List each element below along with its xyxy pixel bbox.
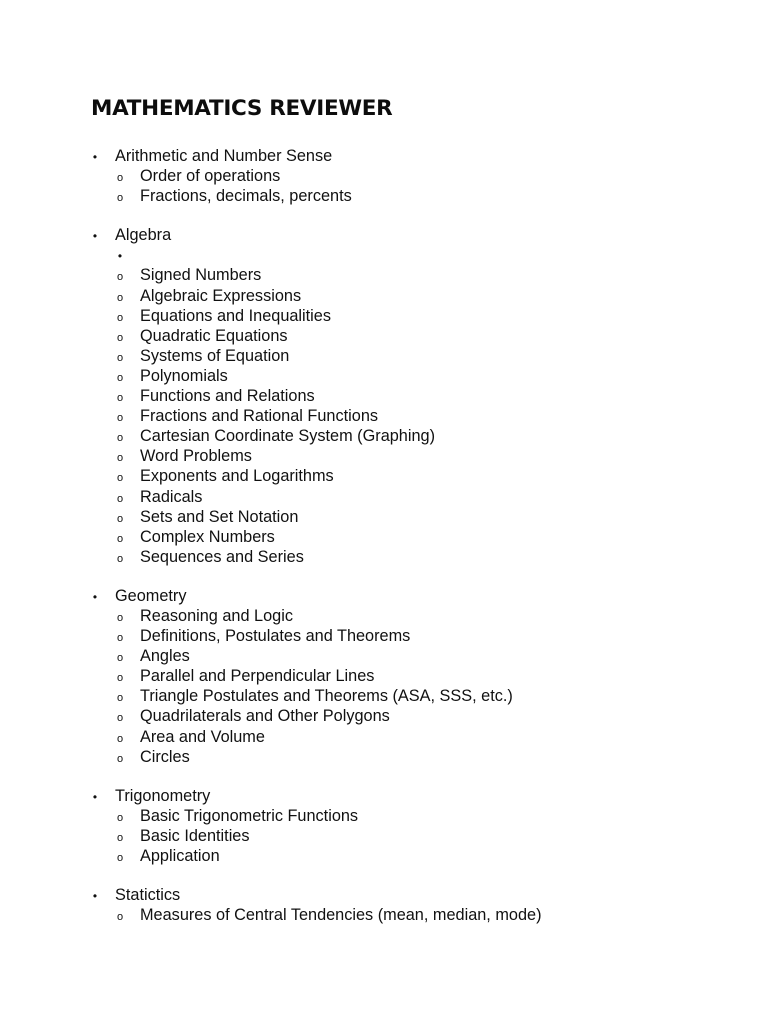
document-title: MATHEMATICS REVIEWER	[91, 96, 393, 121]
subtopic-item	[0, 905, 768, 925]
circle-bullet-icon: o	[116, 432, 124, 445]
subtopic-label: Complex Numbers	[140, 527, 275, 546]
subtopic-label: Order of operations	[140, 167, 281, 186]
subtopic-label: Sequences and Series	[140, 547, 304, 566]
subtopic-item	[0, 806, 768, 826]
topic-heading-row	[0, 885, 768, 905]
subtopic-label: Fractions, decimals, percents	[140, 187, 352, 206]
subtopic-item	[0, 666, 768, 686]
subtopic-label: Basic Identities	[140, 826, 250, 845]
subtopic-label: Polynomials	[140, 366, 228, 385]
circle-bullet-icon: o	[116, 712, 124, 725]
subtopic-item	[0, 186, 768, 206]
circle-bullet-icon: o	[116, 611, 124, 624]
bullet-icon: •	[92, 229, 98, 244]
subtopic-label: Algebraic Expressions	[140, 286, 302, 305]
bullet-icon: •	[92, 889, 98, 904]
topic-section	[0, 586, 768, 767]
subtopic-item	[0, 326, 768, 346]
subtopic-item	[0, 446, 768, 466]
topic-section	[0, 146, 768, 206]
topic-section	[0, 885, 768, 925]
subtopic-item	[0, 527, 768, 547]
subtopic-item	[0, 406, 768, 426]
topic-heading: Arithmetic and Number Sense	[115, 147, 333, 165]
circle-bullet-icon: o	[116, 852, 124, 864]
circle-bullet-icon: o	[116, 392, 124, 405]
circle-bullet-icon: o	[116, 331, 124, 344]
circle-bullet-icon: o	[116, 512, 124, 525]
bullet-icon: •	[92, 789, 98, 804]
circle-bullet-icon: o	[116, 291, 124, 304]
subtopic-item	[0, 166, 768, 186]
subtopic-item	[0, 426, 768, 446]
bullet-icon: •	[92, 589, 98, 604]
subtopic-label: Exponents and Logarithms	[140, 467, 334, 486]
subtopic-item	[0, 727, 768, 747]
circle-bullet-icon: o	[116, 271, 124, 284]
subtopic-label: Quadratic Equations	[140, 326, 288, 345]
subtopic-item	[0, 826, 768, 846]
topic-heading: Algebra	[115, 226, 172, 245]
circle-bullet-icon: o	[116, 911, 124, 924]
circle-bullet-icon: o	[116, 371, 124, 384]
subtopic-item	[0, 286, 768, 306]
subtopic-label: Measures of Central Tendencies (mean, median, mode)	[140, 906, 542, 925]
circle-bullet-icon: o	[116, 632, 124, 645]
circle-bullet-icon: o	[116, 732, 124, 745]
topic-list	[0, 146, 768, 944]
subtopic-item	[0, 747, 768, 767]
circle-bullet-icon: o	[116, 532, 124, 545]
topic-section	[0, 786, 768, 866]
topic-heading-row	[0, 586, 768, 606]
topic-heading: Trigonometry	[115, 786, 211, 805]
circle-bullet-icon: o	[116, 472, 124, 485]
subtopic-item	[0, 706, 768, 726]
subtopic-item	[0, 626, 768, 646]
subtopic-item	[0, 487, 768, 507]
subtopic-item	[0, 306, 768, 326]
subtopic-item	[0, 346, 768, 366]
subtopic-item	[0, 507, 768, 527]
subtopic-label: Area and Volume	[140, 727, 265, 746]
subtopic-label: Equations and Inequalities	[140, 306, 331, 325]
topic-heading-row	[0, 146, 768, 166]
subtopic-label: Triangle Postulates and Theorems (ASA, SSS, etc.)	[140, 687, 513, 706]
circle-bullet-icon: o	[116, 452, 124, 465]
subtopic-item	[0, 547, 768, 567]
topic-heading: Statictics	[115, 886, 181, 905]
subtopic-label: Word Problems	[140, 447, 252, 466]
subtopic-label: Application	[140, 847, 220, 865]
circle-bullet-icon: o	[116, 652, 124, 665]
subtopic-item	[0, 466, 768, 486]
subtopic-label: Systems of Equation	[140, 346, 290, 365]
circle-bullet-icon: o	[116, 492, 124, 505]
topic-section	[0, 225, 768, 567]
empty-subtopic-row	[0, 245, 768, 265]
subtopic-label: Quadrilaterals and Other Polygons	[140, 707, 390, 726]
subtopic-item	[0, 366, 768, 386]
subtopic-label: Reasoning and Logic	[140, 606, 293, 625]
subtopic-item	[0, 846, 768, 866]
subtopic-label: Radicals	[140, 487, 203, 506]
subtopic-item	[0, 386, 768, 406]
topic-heading-row	[0, 225, 768, 245]
subtopic-label: Functions and Relations	[140, 387, 315, 406]
bullet-icon: •	[117, 249, 123, 264]
subtopic-item	[0, 606, 768, 626]
circle-bullet-icon: o	[116, 831, 124, 844]
subtopic-item	[0, 265, 768, 285]
subtopic-item	[0, 686, 768, 706]
circle-bullet-icon: o	[116, 351, 124, 364]
subtopic-label: Parallel and Perpendicular Lines	[140, 667, 375, 686]
subtopic-item	[0, 646, 768, 666]
subtopic-label: Basic Trigonometric Functions	[140, 806, 359, 825]
circle-bullet-icon: o	[116, 172, 124, 185]
subtopic-label: Sets and Set Notation	[140, 507, 299, 526]
subtopic-label: Definitions, Postulates and Theorems	[140, 627, 411, 646]
subtopic-label: Cartesian Coordinate System (Graphing)	[140, 427, 436, 446]
circle-bullet-icon: o	[116, 672, 124, 685]
subtopic-label: Circles	[140, 747, 190, 766]
circle-bullet-icon: o	[116, 692, 124, 705]
bullet-icon: •	[92, 150, 98, 164]
subtopic-label: Angles	[140, 647, 190, 666]
topic-heading: Geometry	[115, 586, 187, 605]
circle-bullet-icon: o	[116, 412, 124, 425]
circle-bullet-icon: o	[116, 192, 124, 205]
subtopic-label: Signed Numbers	[140, 266, 262, 285]
circle-bullet-icon: o	[116, 811, 124, 824]
subtopic-label: Fractions and Rational Functions	[140, 407, 379, 426]
circle-bullet-icon: o	[116, 311, 124, 324]
circle-bullet-icon: o	[116, 752, 124, 765]
circle-bullet-icon: o	[116, 552, 124, 565]
topic-heading-row	[0, 786, 768, 806]
